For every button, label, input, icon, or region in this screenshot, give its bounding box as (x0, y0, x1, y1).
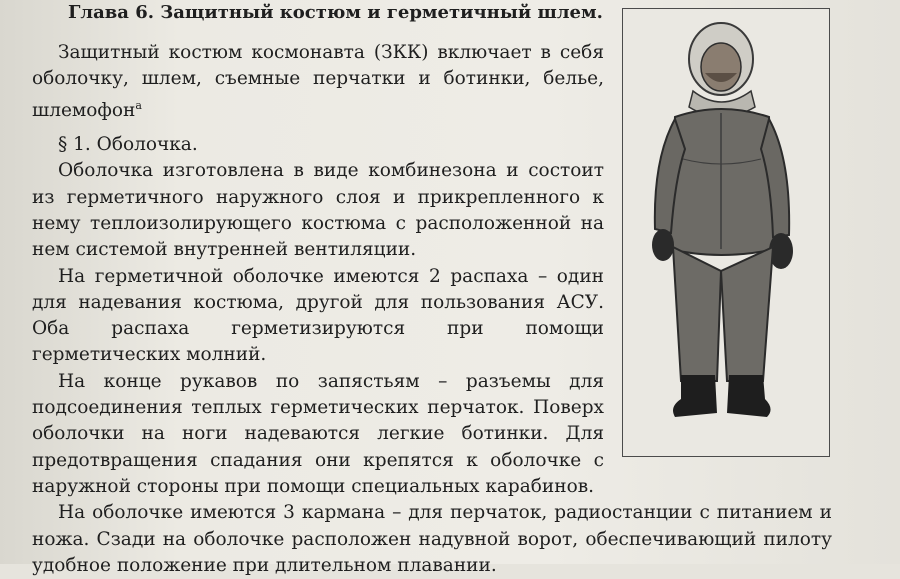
cosmonaut-in-suit-illustration (623, 9, 829, 456)
cosmonaut-figure (622, 8, 830, 457)
paragraph-pockets: На оболочке имеются 3 кармана – для перчаток, радиостанции с питанием и ножа. Сзади на оболочке расположен надувной ворот, обеспечивающий пилоту удобное положение при длительном плавании. (32, 502, 832, 576)
footnote-mark: а (135, 98, 142, 112)
paragraph-openings: На герметичной оболочке имеются 2 распаха – один для надевания костюма, другой для пользования АСУ. Оба распаха герметизируются при помощи герметических молний. (32, 265, 604, 366)
paragraph-shell: Оболочка изготовлена в виде комбинезона и состоит из герметичного наружного слоя и прикрепленного к нему теплоизолирующего костюма с расположенной на нем системой внутренней вентиляции. (32, 160, 604, 261)
paragraph-sleeves: На конце рукавов по запястьям – разъемы для подсоединения теплых герметических перчаток. Поверх оболочки на ноги надеваются легкие ботинки. Для предотвращения спадания они крепятся к оболочке с наружной стороны при помощи специальных карабинов. (32, 370, 604, 497)
section-title: § 1. Оболочка. (58, 134, 198, 156)
paragraph-intro (32, 40, 604, 124)
paragraph-intro-text: Защитный костюм космонавта (ЗКК) включает в себя оболочку, шлем, съемные перчатки и ботинки, белье, шлемофон (32, 42, 604, 121)
chapter-heading: Глава 6. Защитный костюм и герметичный шлем. (68, 2, 603, 23)
body-text (32, 40, 832, 579)
